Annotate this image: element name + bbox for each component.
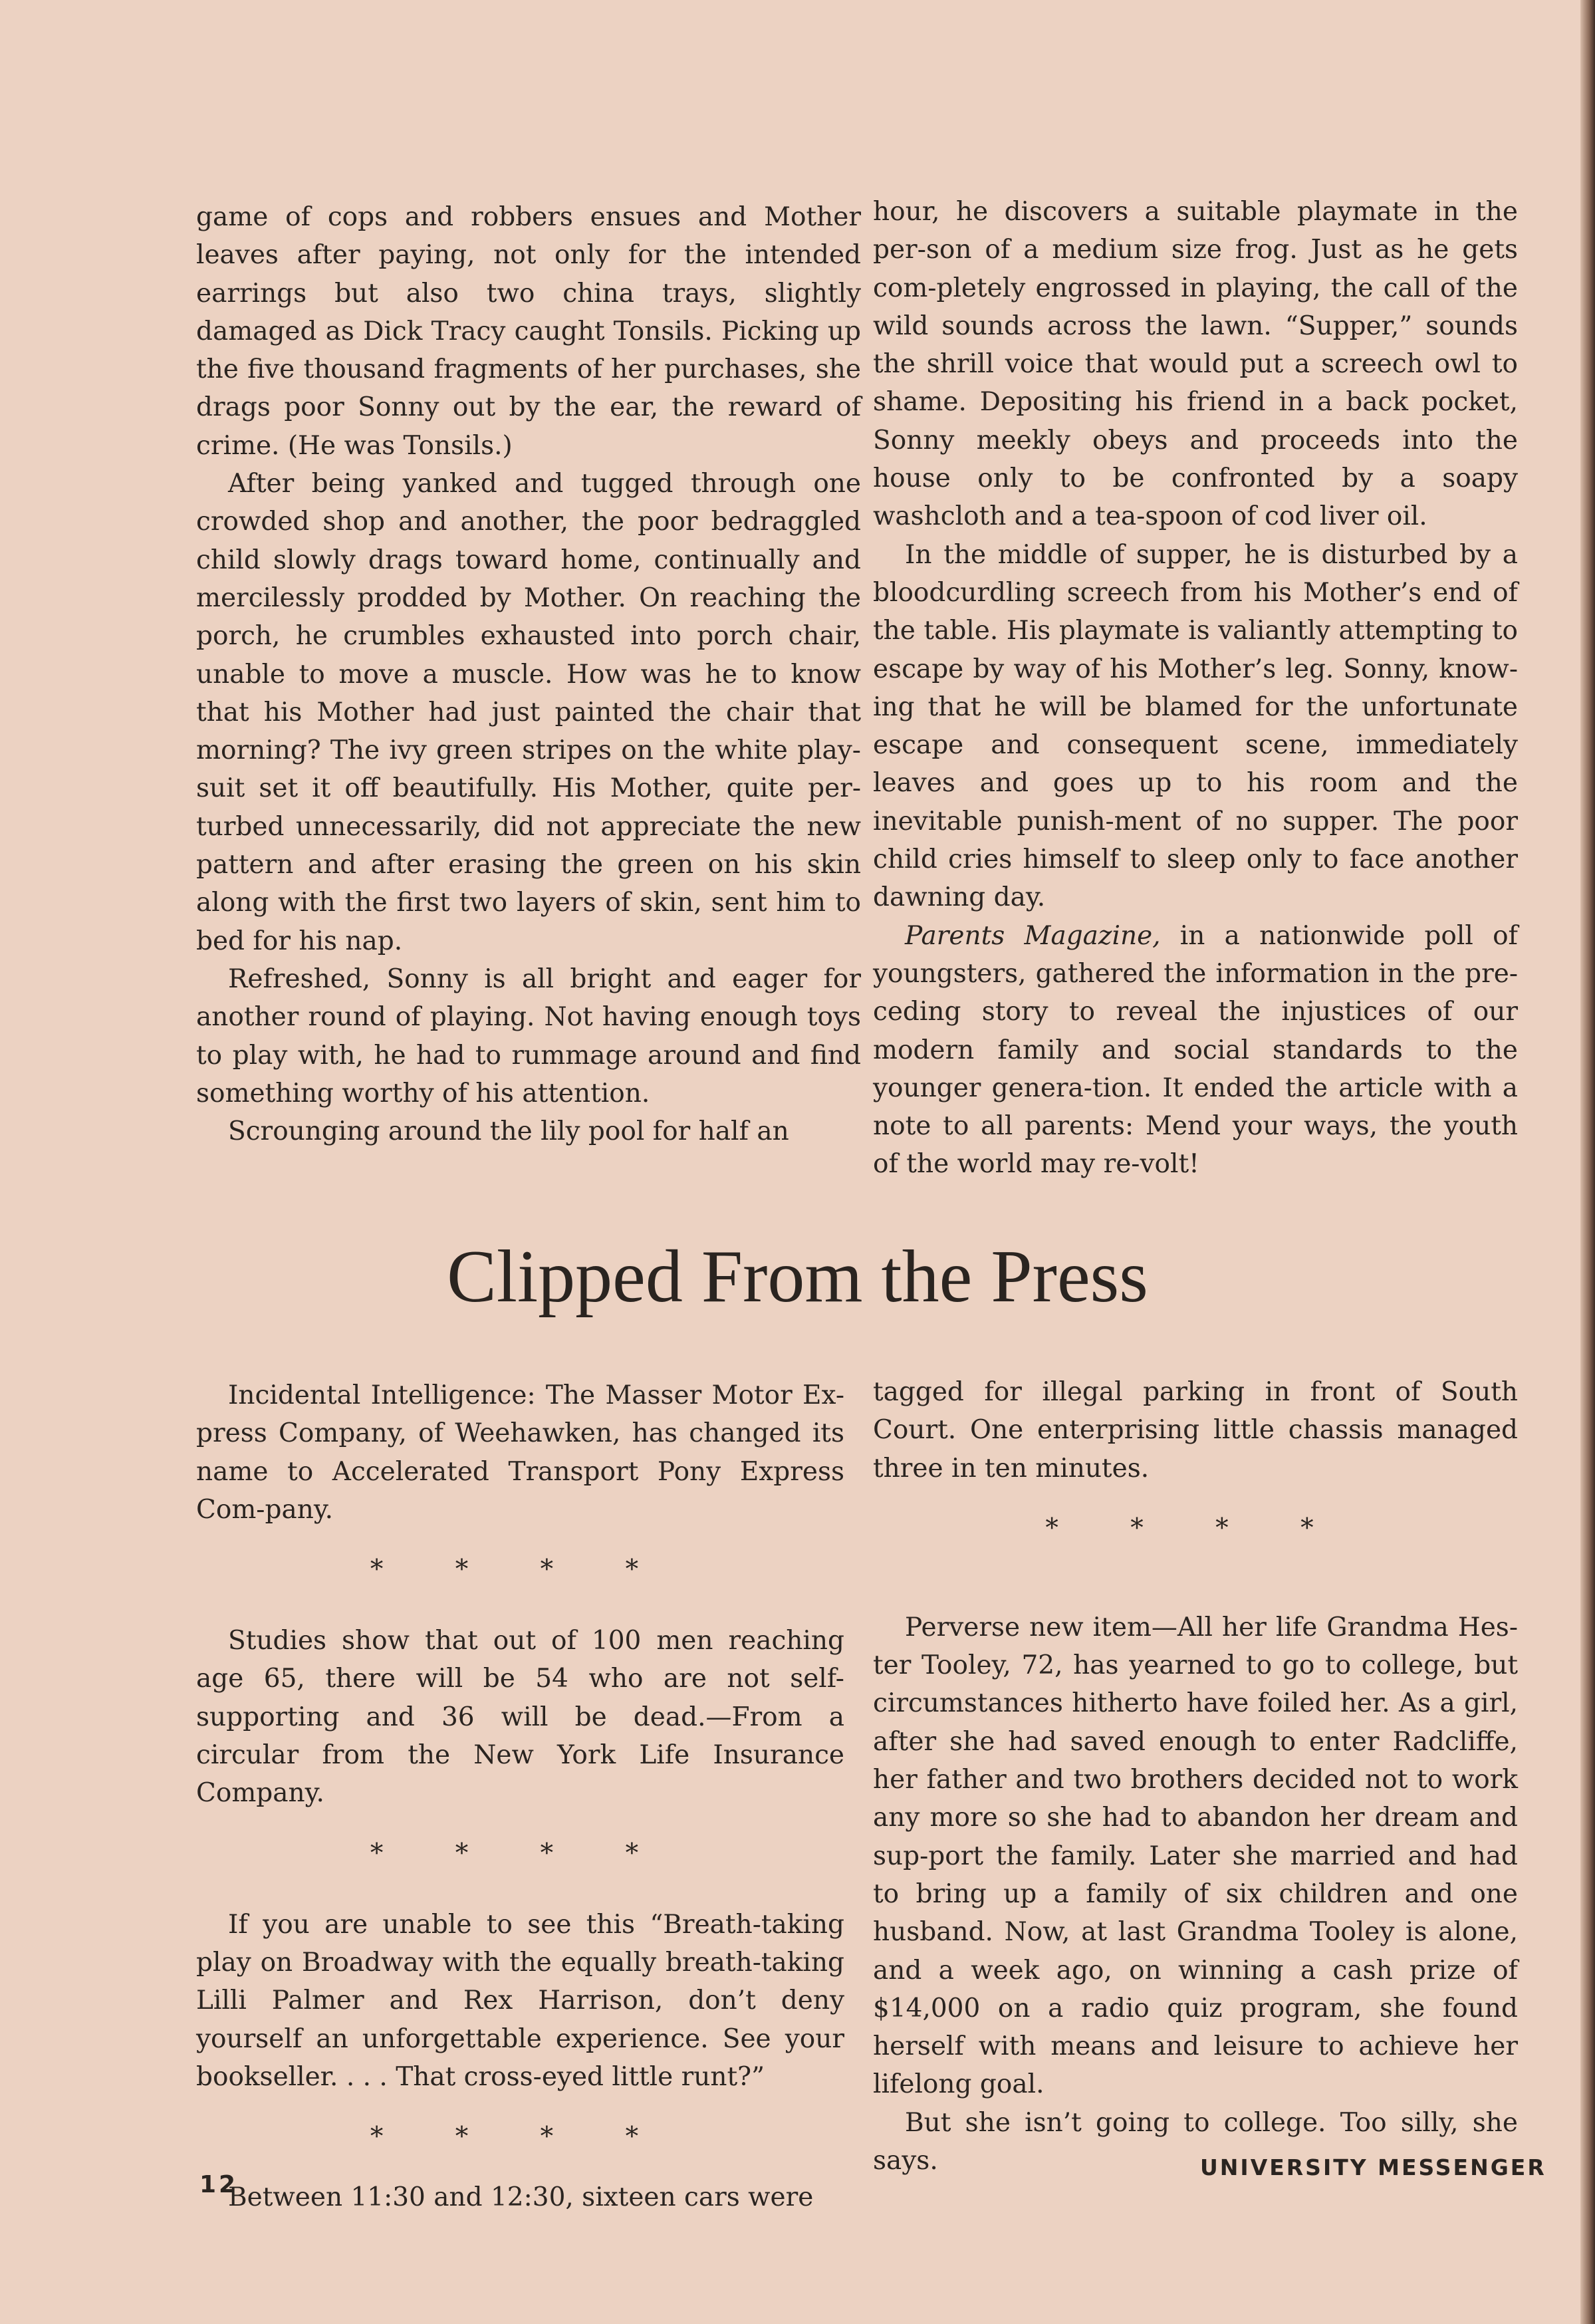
story-paragraph: hour, he discovers a suitable playmate in the per-son of a medium size frog. Just as he gets com-pletely engrossed in playing, the call of the wild sounds across the lawn. “Supper,” sounds the shrill voice that would put a screech owl to shame. Depositing his friend in a back pocket, Sonny meekly obeys and proceeds into the house only to be confronted by a soapy washcloth and a tea-spoon of cod liver oil. xyxy=(873,197,1518,532)
clipping-item: If you are unable to see this “Breath-taking play on Broadway with the equally breath-taking Lilli Palmer and Rex Harrison, don’t deny yourself an unforgettable experience. See your bookseller. . . . That cross-eyed little runt?” xyxy=(196,1909,844,2092)
closing-text: in a nationwide poll of youngsters, gathered the information in the pre-ceding story to reveal the injustices of our modern family and social standards to the younger genera-tion. It ended the article with a note to all parents: Mend your ways, the youth of the world may re-volt! xyxy=(873,920,1518,1180)
clipping-item: Studies show that out of 100 men reaching age 65, there will be 54 who are not self-supporting and 36 will be dead.—From a circular from the New York Life Insurance Company. xyxy=(196,1626,844,1809)
story-paragraph: game of cops and robbers ensues and Mother leaves after paying, not only for the intended earrings but also two china trays, slightly damaged as Dick Tracy caught Tonsils. Picking up the five thousand fragments of her purchases, she drags poor Sonny out by the ear, the reward of crime. (He was Tonsils.) xyxy=(196,202,861,461)
separator-stars: * * * * xyxy=(370,2122,671,2152)
clipping-item: Incidental Intelligence: The Masser Motor Ex-press Company, of Weehawken, has changed its name to Accelerated Transport Pony Express Com-pany. xyxy=(196,1380,844,1525)
page-edge-shadow xyxy=(1580,0,1595,2324)
clippings-left-column xyxy=(196,1376,844,2216)
story-closing-paragraph xyxy=(873,917,1518,1184)
story-paragraph: After being yanked and tugged through one crowded shop and another, the poor bedraggled child slowly drags toward home, continually and mercilessly prodded by Mother. On reaching the porch, he crumbles exhausted into porch chair, unable to move a muscle. How was he to know that his Mother had just painted the chair that morning? The ivy green stripes on the white play-suit set it off beautifully. His Mother, quite per-turbed unnecessarily, did not appreciate the new pattern and after erasing the green on his skin along with the first two layers of skin, sent him to bed for his nap. xyxy=(196,469,861,956)
separator-stars: * * * * xyxy=(1045,1513,1346,1543)
section-title: Clipped From the Press xyxy=(447,1235,1148,1318)
story-left-column xyxy=(196,198,861,1150)
story-paragraph: In the middle of supper, he is disturbed by a bloodcurdling screech from his Mother’s end of the table. His playmate is valiantly attempting to escape by way of his Mother’s leg. Sonny, know-ing that he will be blamed for the unfortunate escape and consequent scene, immediately leaves and goes up to his room and the inevitable punish-ment of no supper. The poor child cries himself to sleep only to face another dawning day. xyxy=(873,539,1518,913)
story-paragraph: Scrounging around the lily pool for half an xyxy=(228,1116,789,1147)
story-right-column xyxy=(873,193,1518,1184)
clipping-item-continued: tagged for illegal parking in front of South Court. One enterprising little chassis managed three in ten minutes. xyxy=(873,1377,1518,1484)
clippings-right-column xyxy=(873,1373,1518,2180)
clipping-item: Perverse new item—All her life Grandma Hes-ter Tooley, 72, has yearned to go to college, but circumstances hitherto have foiled her. As a girl, after she had saved enough to enter Radcliffe, her father and two brothers decided not to work any more so she had to abandon her dream and sup-port the family. Later she married and had to bring up a family of six children and one husband. Now, at last Grandma Tooley is alone, and a week ago, on winning a cash prize of $14,000 on a radio quiz program, she found herself with means and leisure to achieve her lifelong goal. xyxy=(873,1612,1518,2100)
story-paragraph: Refreshed, Sonny is all bright and eager for another round of playing. Not having enough toys to play with, he had to rummage around and find something worthy of his attention. xyxy=(196,964,861,1108)
magazine-reference: Parents Magazine, xyxy=(905,920,1161,951)
clipping-item: But she isn’t going to college. Too silly, she says. xyxy=(873,2107,1518,2176)
separator-stars: * * * * xyxy=(370,1838,671,1869)
magazine-name: UNIVERSITY MESSENGER xyxy=(1200,2154,1546,2180)
clipping-item: Between 11:30 and 12:30, sixteen cars were xyxy=(228,2182,814,2213)
separator-stars: * * * * xyxy=(370,1555,671,1585)
page-number: 12 xyxy=(199,2171,239,2198)
